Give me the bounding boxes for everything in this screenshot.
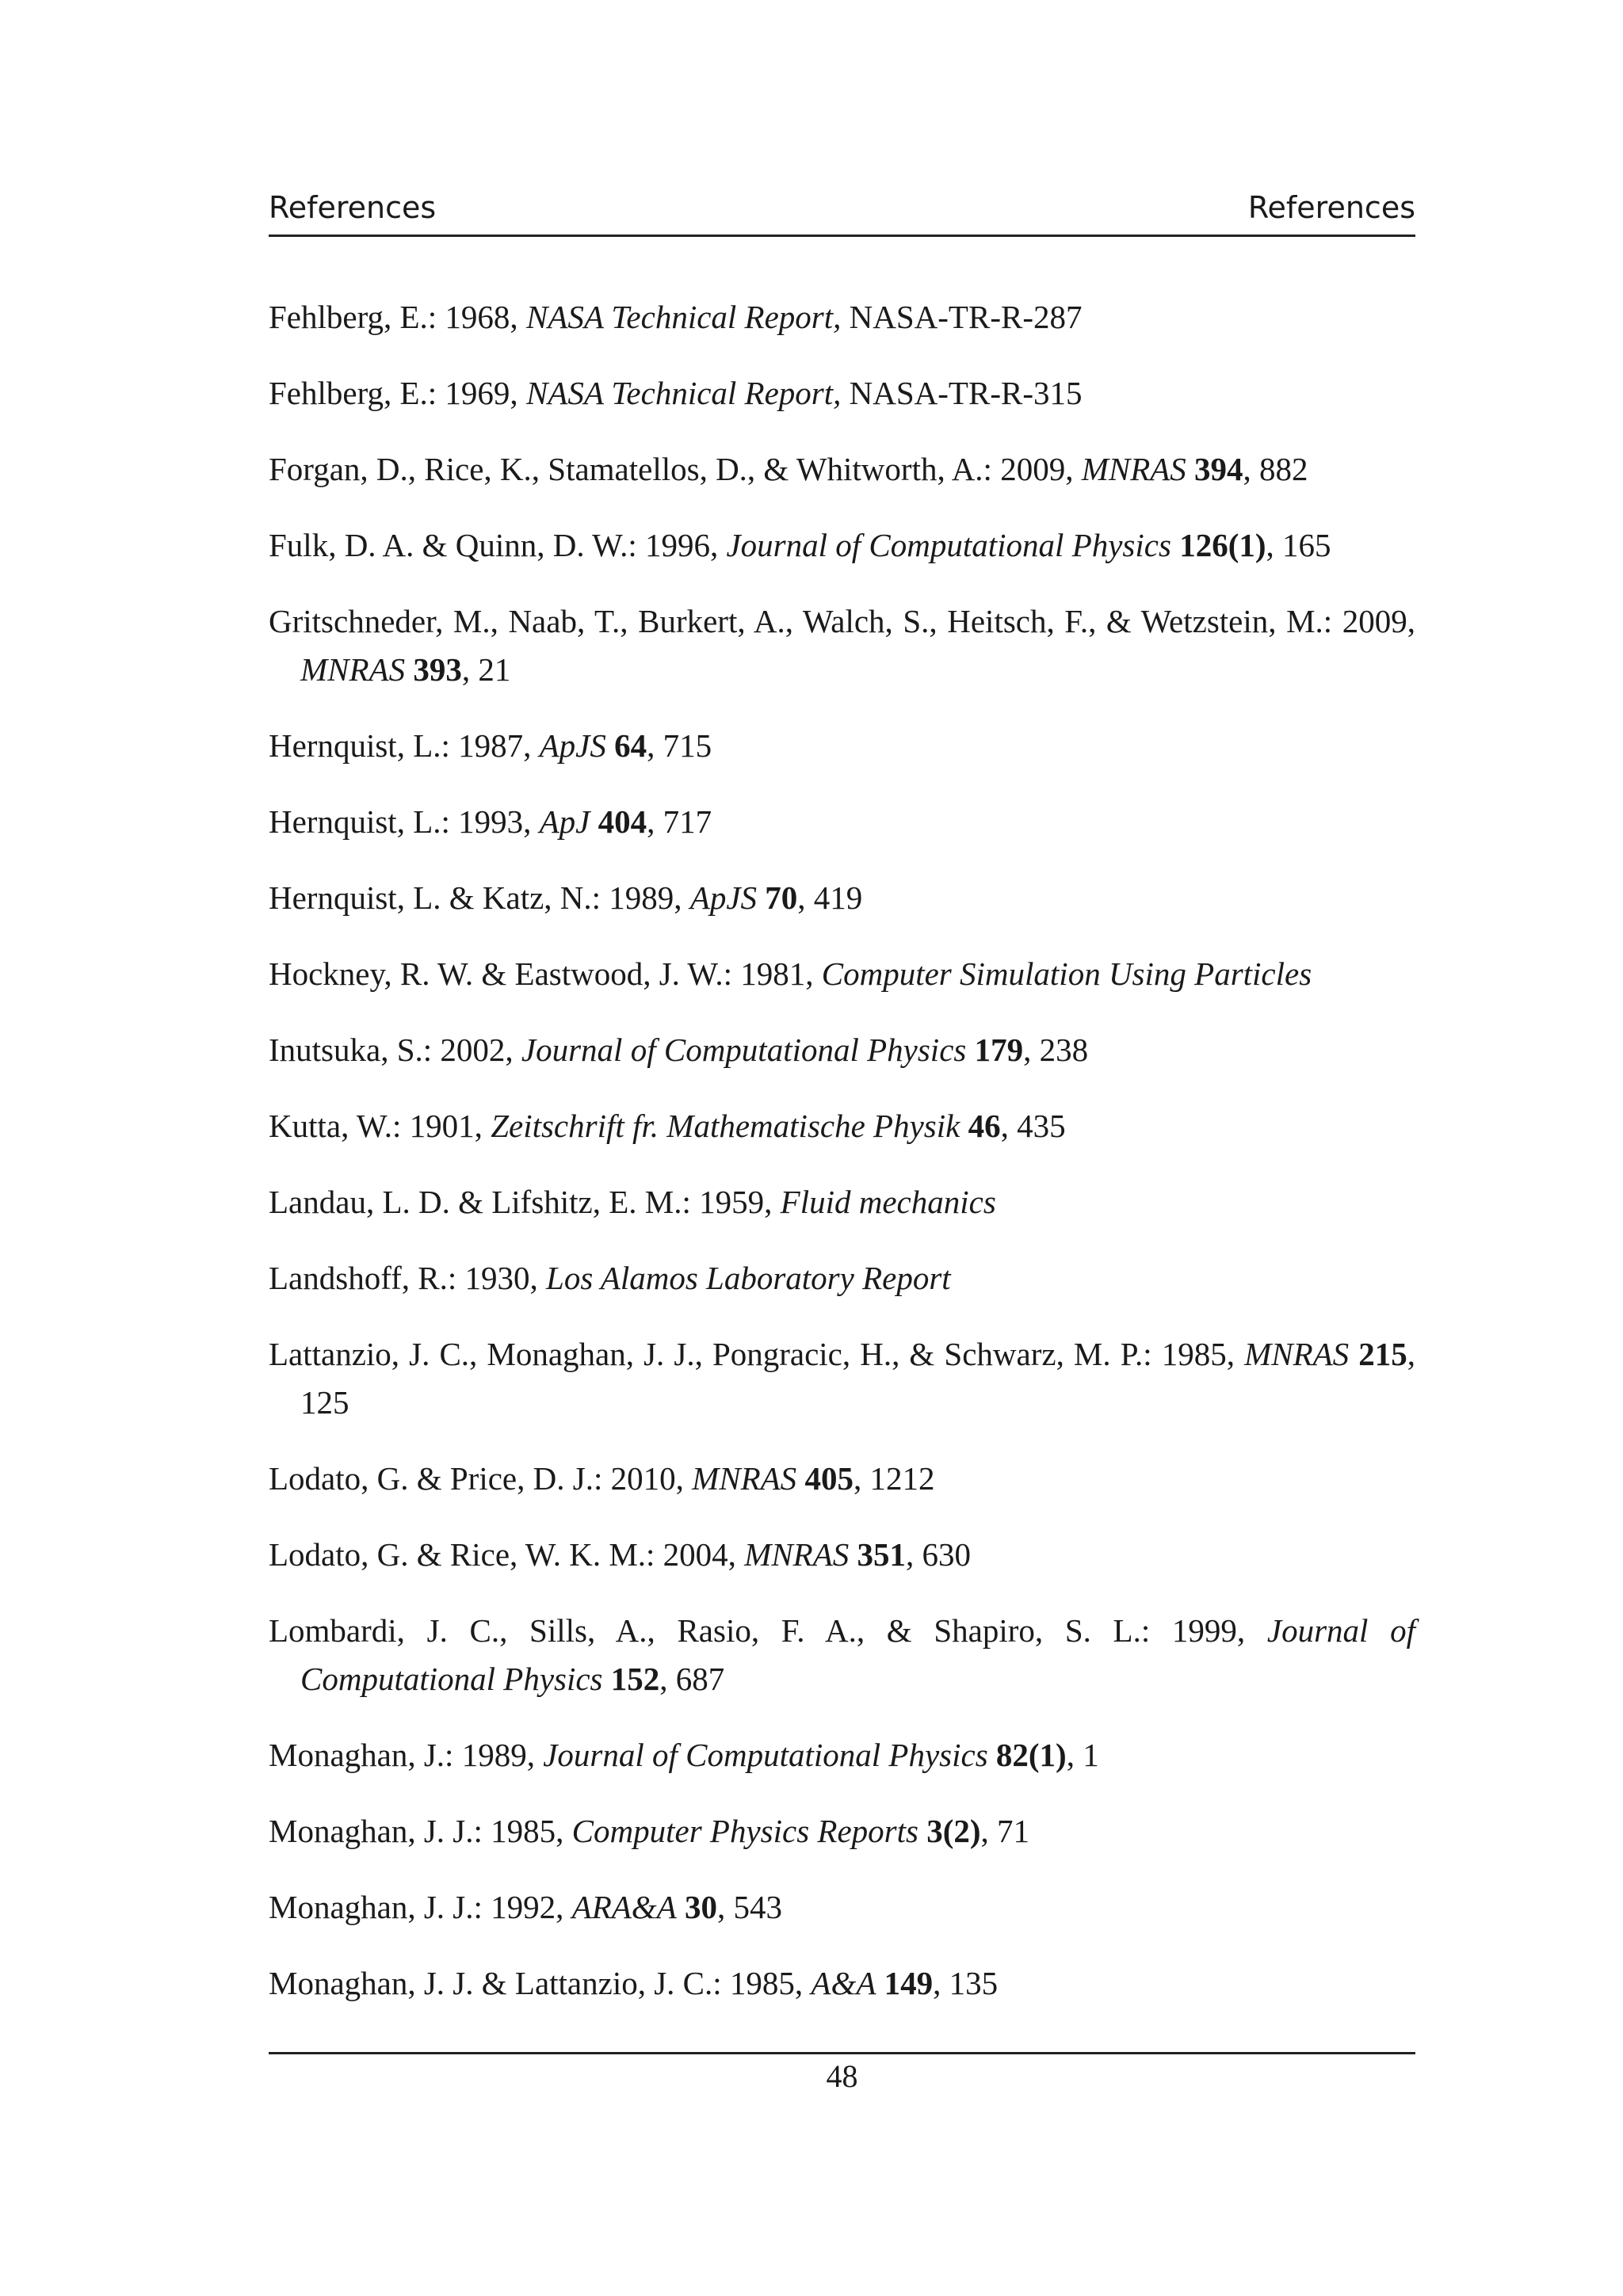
reference-volume: 82(1) [995, 1737, 1067, 1773]
reference-text: Lodato, G. & Price, D. J.: 2010, [269, 1460, 693, 1497]
reference-entry [269, 1731, 1415, 1779]
reference-text: , 543 [716, 1889, 782, 1925]
reference-text [1186, 451, 1194, 487]
reference-entry [269, 950, 1415, 998]
reference-volume: 405 [804, 1460, 854, 1497]
reference-volume: 126(1) [1179, 527, 1266, 563]
reference-venue: MNRAS [300, 651, 406, 688]
reference-venue: ApJS [689, 879, 758, 916]
reference-entry [269, 1607, 1415, 1703]
reference-text [918, 1813, 926, 1849]
reference-entry [269, 521, 1415, 570]
reference-venue: ARA&A [571, 1889, 677, 1925]
reference-text: Gritschneder, M., Naab, T., Burkert, A., Walch, S., Heitsch, F., & Wetzstein, M.: 2009, [269, 603, 1415, 639]
reference-text: Landau, L. D. & Lifshitz, E. M.: 1959, [269, 1184, 781, 1220]
page-number: 48 [826, 2058, 858, 2094]
reference-volume: 64 [614, 727, 647, 764]
reference-entry [269, 1807, 1415, 1855]
reference-entry [269, 293, 1415, 341]
reference-entry [269, 1102, 1415, 1150]
reference-venue: NASA Technical Report, [525, 299, 842, 335]
reference-volume: 394 [1194, 451, 1243, 487]
reference-volume: 393 [413, 651, 462, 688]
reference-entry [269, 445, 1415, 494]
reference-entry [269, 722, 1415, 770]
reference-text: , 135 [933, 1965, 999, 2001]
reference-venue: Computer Physics Reports [571, 1813, 918, 1849]
reference-volume: 351 [857, 1536, 907, 1573]
reference-venue: MNRAS [1081, 451, 1186, 487]
reference-venue: MNRAS [744, 1536, 850, 1573]
reference-volume: 152 [610, 1661, 660, 1697]
reference-entry [269, 874, 1415, 922]
reference-text: Inutsuka, S.: 2002, [269, 1032, 521, 1068]
reference-venue: MNRAS [1244, 1336, 1350, 1372]
reference-text [1171, 527, 1179, 563]
reference-entry [269, 1531, 1415, 1579]
reference-text [603, 1661, 611, 1697]
reference-text [606, 727, 614, 764]
reference-venue: Journal of Computational Physics [543, 1737, 988, 1773]
reference-text: Hockney, R. W. & Eastwood, J. W.: 1981, [269, 955, 822, 992]
reference-text: Lattanzio, J. C., Monaghan, J. J., Pongracic, H., & Schwarz, M. P.: 1985, [269, 1336, 1245, 1372]
reference-text [590, 803, 598, 840]
reference-text: , 715 [647, 727, 712, 764]
reference-text: , 687 [659, 1661, 725, 1697]
reference-entry [269, 1883, 1415, 1932]
reference-text [796, 1460, 804, 1497]
reference-text: Fehlberg, E.: 1969, [269, 375, 526, 411]
reference-text: , 717 [647, 803, 712, 840]
reference-text [988, 1737, 996, 1773]
reference-venue: NASA Technical Report, [525, 375, 842, 411]
reference-text [677, 1889, 685, 1925]
reference-text: Hernquist, L. & Katz, N.: 1989, [269, 879, 690, 916]
reference-volume: 179 [974, 1032, 1024, 1068]
reference-text: , 1 [1066, 1737, 1099, 1773]
reference-text: , 435 [1000, 1108, 1066, 1144]
reference-text: , 125 [300, 1336, 1416, 1421]
reference-text: Lombardi, J. C., Sills, A., Rasio, F. A., & Shapiro, S. L.: 1999, [269, 1612, 1267, 1649]
reference-text [966, 1032, 974, 1068]
reference-text: NASA-TR-R-315 [841, 375, 1083, 411]
running-header-left: References [269, 190, 437, 225]
reference-text: , 882 [1243, 451, 1308, 487]
reference-text: Hernquist, L.: 1987, [269, 727, 540, 764]
reference-text: , 419 [797, 879, 863, 916]
reference-text: , 630 [906, 1536, 972, 1573]
reference-text [849, 1536, 857, 1573]
reference-text [1349, 1336, 1358, 1372]
reference-text: Lodato, G. & Rice, W. K. M.: 2004, [269, 1536, 745, 1573]
reference-text: Kutta, W.: 1901, [269, 1108, 491, 1144]
reference-volume: 70 [765, 879, 798, 916]
reference-text: , 165 [1266, 527, 1331, 563]
reference-text: Monaghan, J. J. & Lattanzio, J. C.: 1985, [269, 1965, 812, 2001]
reference-list [269, 293, 1415, 2035]
running-header-right: References [1247, 190, 1415, 225]
reference-entry [269, 1254, 1415, 1302]
reference-entry [269, 1959, 1415, 2008]
reference-venue: Journal of Computational Physics [726, 527, 1171, 563]
reference-text: NASA-TR-R-287 [841, 299, 1083, 335]
reference-volume: 30 [684, 1889, 717, 1925]
reference-text: Monaghan, J.: 1989, [269, 1737, 544, 1773]
reference-entry [269, 1026, 1415, 1074]
reference-text [960, 1108, 968, 1144]
reference-entry [269, 1178, 1415, 1226]
reference-text: Landshoff, R.: 1930, [269, 1260, 547, 1296]
reference-venue: Zeitschrift fr. Mathematische Physik [491, 1108, 960, 1144]
running-header [269, 190, 1415, 237]
reference-venue: Los Alamos Laboratory Report [546, 1260, 951, 1296]
reference-text: Forgan, D., Rice, K., Stamatellos, D., & Whitworth, A.: 2009, [269, 451, 1082, 487]
reference-text [757, 879, 765, 916]
reference-text: , 238 [1023, 1032, 1089, 1068]
reference-venue: Journal of Computational Physics [521, 1032, 967, 1068]
reference-volume: 46 [968, 1108, 1001, 1144]
reference-text: Hernquist, L.: 1993, [269, 803, 540, 840]
reference-entry [269, 597, 1415, 694]
reference-volume: 404 [598, 803, 647, 840]
reference-entry [269, 1330, 1415, 1427]
reference-text: , 71 [980, 1813, 1030, 1849]
reference-venue: Fluid mechanics [780, 1184, 996, 1220]
reference-entry [269, 369, 1415, 418]
reference-venue: ApJ [539, 803, 590, 840]
reference-venue: MNRAS [692, 1460, 797, 1497]
reference-text: , 1212 [853, 1460, 935, 1497]
reference-text [405, 651, 413, 688]
reference-text: Fehlberg, E.: 1968, [269, 299, 526, 335]
reference-entry [269, 1455, 1415, 1503]
reference-volume: 3(2) [926, 1813, 981, 1849]
reference-entry [269, 798, 1415, 846]
footer-rule [269, 2052, 1415, 2054]
reference-venue: Journal of Computational Physics [300, 1612, 1415, 1697]
reference-text: , 21 [461, 651, 511, 688]
reference-venue: Computer Simulation Using Particles [821, 955, 1312, 992]
reference-venue: ApJS [539, 727, 606, 764]
reference-volume: 149 [884, 1965, 934, 2001]
reference-venue: A&A [811, 1965, 876, 2001]
reference-text [876, 1965, 884, 2001]
reference-text: Monaghan, J. J.: 1985, [269, 1813, 572, 1849]
reference-volume: 215 [1358, 1336, 1407, 1372]
reference-text: Monaghan, J. J.: 1992, [269, 1889, 572, 1925]
reference-text: Fulk, D. A. & Quinn, D. W.: 1996, [269, 527, 727, 563]
